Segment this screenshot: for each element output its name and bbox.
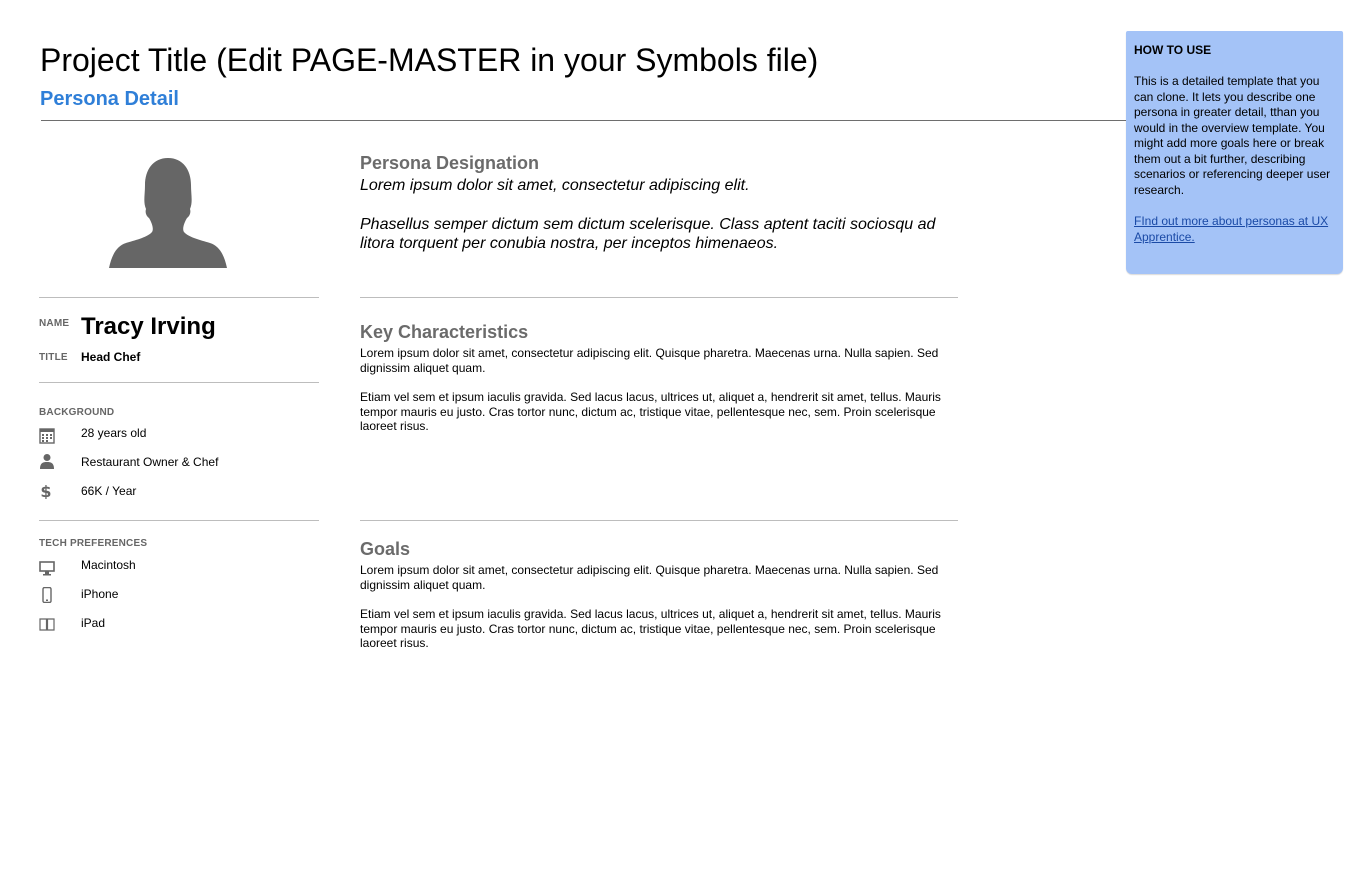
person-icon [39, 453, 55, 469]
tech-phone: iPhone [81, 587, 119, 601]
title-label: TITLE [39, 352, 68, 363]
background-label: BACKGROUND [39, 407, 115, 418]
phone-icon [39, 587, 55, 603]
calendar-icon [39, 428, 55, 444]
desktop-icon [39, 560, 55, 576]
designation-heading: Persona Designation [360, 153, 540, 173]
divider [39, 520, 319, 521]
background-income: 66K / Year [81, 484, 137, 498]
designation-line-1: Lorem ipsum dolor sit amet, consectetur adipiscing elit. [360, 177, 750, 194]
dollar-icon [38, 483, 54, 499]
note-body: This is a detailed template that you can clone. It lets you describe one persona in greater detail, tthan you would in the overview template. You might add more goals here or break them out a bit further, describing scenarios or referencing deeper user research. [1134, 74, 1331, 197]
goals-paragraph-1: Lorem ipsum dolor sit amet, consectetur adipiscing elit. Quisque pharetra. Maecenas urna. Nulla sapien. Sed dignissim aliquet quam. [360, 563, 939, 592]
designation-line-2: Phasellus semper dictum sem dictum scelerisque. Class aptent taciti sociosqu ad litora torquent per conubia nostra, per inceptos himenaeos. [360, 216, 936, 252]
divider [39, 297, 319, 298]
persona-title: Head Chef [81, 350, 141, 364]
tech-desktop: Macintosh [81, 558, 136, 572]
goals-heading: Goals [360, 539, 411, 559]
how-to-use-note [1126, 31, 1343, 274]
person-silhouette-icon [106, 150, 230, 268]
tech-tablet: iPad [81, 616, 106, 630]
svg-text:$: $ [40, 483, 52, 499]
page-subtitle: Persona Detail [40, 88, 179, 110]
characteristics-paragraph-1: Lorem ipsum dolor sit amet, consectetur adipiscing elit. Quisque pharetra. Maecenas urna. Nulla sapien. Sed dignissim aliquet quam. [360, 346, 939, 375]
characteristics-paragraph-2: Etiam vel sem et ipsum iaculis gravida. Sed lacus lacus, ultrices ut, aliquet a, hendrerit sit amet, tellus. Mauris tempor mauris eu justo. Cras tortor nunc, dictum ac, tristique vitae, pellentesque nec, sem. Proin scelerisque laoreet risus. [360, 390, 941, 433]
divider [360, 297, 958, 298]
page-title: Project Title (Edit PAGE-MASTER in your Symbols file) [40, 42, 819, 78]
persona-name: Tracy Irving [81, 313, 216, 340]
goals-paragraph-2: Etiam vel sem et ipsum iaculis gravida. Sed lacus lacus, ultrices ut, aliquet a, hendrerit sit amet, tellus. Mauris tempor mauris eu justo. Cras tortor nunc, dictum ac, tristique vitae, pellentesque nec, sem. Proin scelerisque laoreet risus. [360, 607, 941, 650]
background-age: 28 years old [81, 426, 147, 440]
characteristics-heading: Key Characteristics [360, 322, 529, 342]
note-heading: HOW TO USE [1134, 43, 1212, 57]
tablet-icon [39, 616, 55, 632]
personas-link[interactable]: FInd out more about personas at UX Apprentice. [1134, 214, 1329, 244]
background-occupation: Restaurant Owner & Chef [81, 455, 219, 469]
divider [39, 382, 319, 383]
header-divider [41, 120, 1131, 121]
name-label: NAME [39, 318, 70, 329]
divider [360, 520, 958, 521]
tech-preferences-label: TECH PREFERENCES [39, 538, 148, 549]
